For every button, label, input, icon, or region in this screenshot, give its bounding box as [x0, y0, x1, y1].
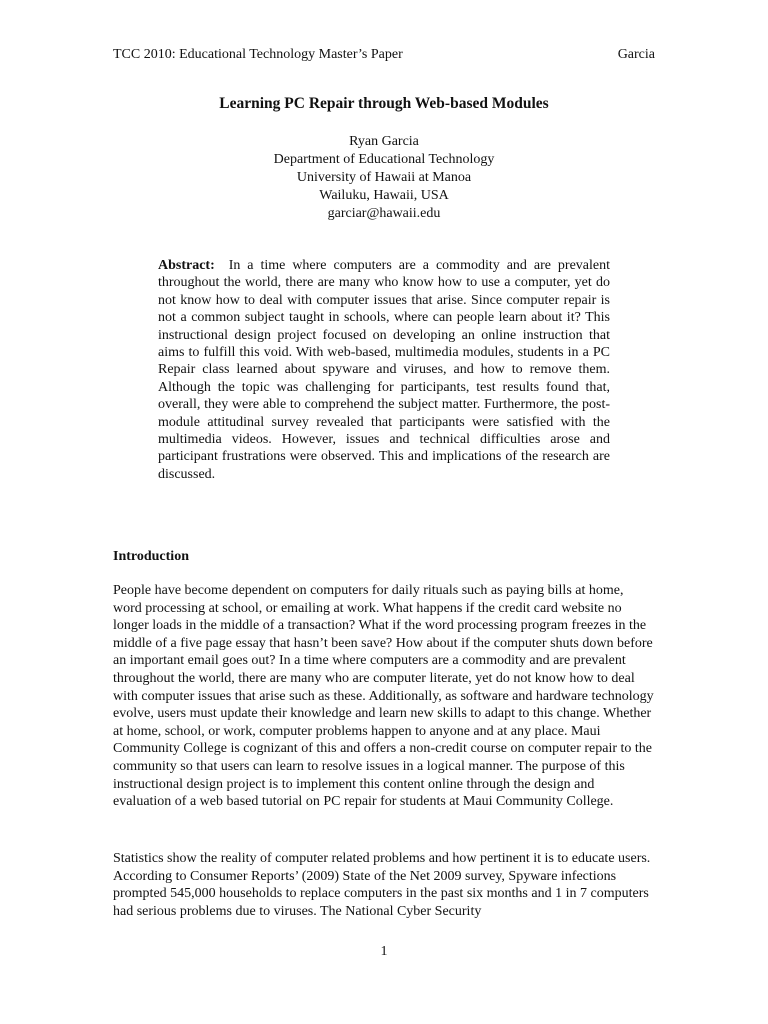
section-heading-introduction: Introduction: [113, 549, 189, 564]
author-location: Wailuku, Hawaii, USA: [319, 188, 449, 203]
abstract: [158, 257, 610, 483]
author-name: Ryan Garcia: [349, 134, 419, 149]
abstract-text: In a time where computers are a commodity and are prevalent throughout the world, there are many who know how to use a computer, yet do not know how to deal with computer issues that arise. Since computer repair is not a common subject taught in schools, where can people learn about it? This instructional design project focused on developing an online instruction that aims to fulfill this void. With web-based, multimedia modules, students in a PC Repair class learned about spyware and viruses, and how to remove them. Although the topic was challenging for participants, test results found that, overall, they were able to comprehend the subject matter. Furthermore, the post-module attitudinal survey revealed that participants were satisfied with the multimedia videos. However, issues and technical difficulties arose and participant frustrations were observed. This and implications of the research are discussed.: [158, 258, 610, 482]
author-university: University of Hawaii at Manoa: [296, 170, 472, 185]
header-conference: TCC 2010: Educational Technology Master’s Paper: [113, 47, 403, 62]
introduction-paragraph-1: People have become dependent on computers for daily rituals such as paying bills at home, word processing at school, or emailing at work. What happens if the credit card website no longer loads in the middle of a transaction? What if the word processing program freezes in the middle of a five page essay that hasn’t been save? How about if the computer shuts down before an important email goes out? In a time where computers are a commodity and are prevalent throughout the world, there are many who are computer literate, yet do not know how to deal with computer issues that arise such as these. Additionally, as software and hardware technology evolve, users must update their knowledge and learn new skills to adapt to this change. Whether at home, school, or work, computer problems happen to anyone and at any place. Maui Community College is cognizant of this and offers a non-credit course on computer repair to the community so that users can learn to resolve issues in a logical manner. The purpose of this instructional design project is to implement this content online through the design and evaluation of a web based tutorial on PC repair for students at Maui Community College.: [113, 583, 654, 810]
header-author: Garcia: [617, 47, 655, 62]
running-header: [113, 46, 655, 64]
author-department: Department of Educational Technology: [273, 152, 495, 167]
introduction-paragraph-2: Statistics show the reality of computer related problems and how pertinent it is to educate users. According to Consumer Reports’ (2009) State of the Net 2009 survey, Spyware infections prompted 545,000 households to replace computers in the past six months and 1 in 7 computers had serious problems due to viruses. The National Cyber Security: [113, 851, 651, 919]
page-number: 1: [380, 944, 388, 959]
author-block: [0, 133, 768, 223]
abstract-label: Abstract:: [158, 258, 215, 273]
paper-title: Learning PC Repair through Web-based Modules: [219, 95, 549, 112]
author-email: garciar@hawaii.edu: [327, 206, 441, 221]
